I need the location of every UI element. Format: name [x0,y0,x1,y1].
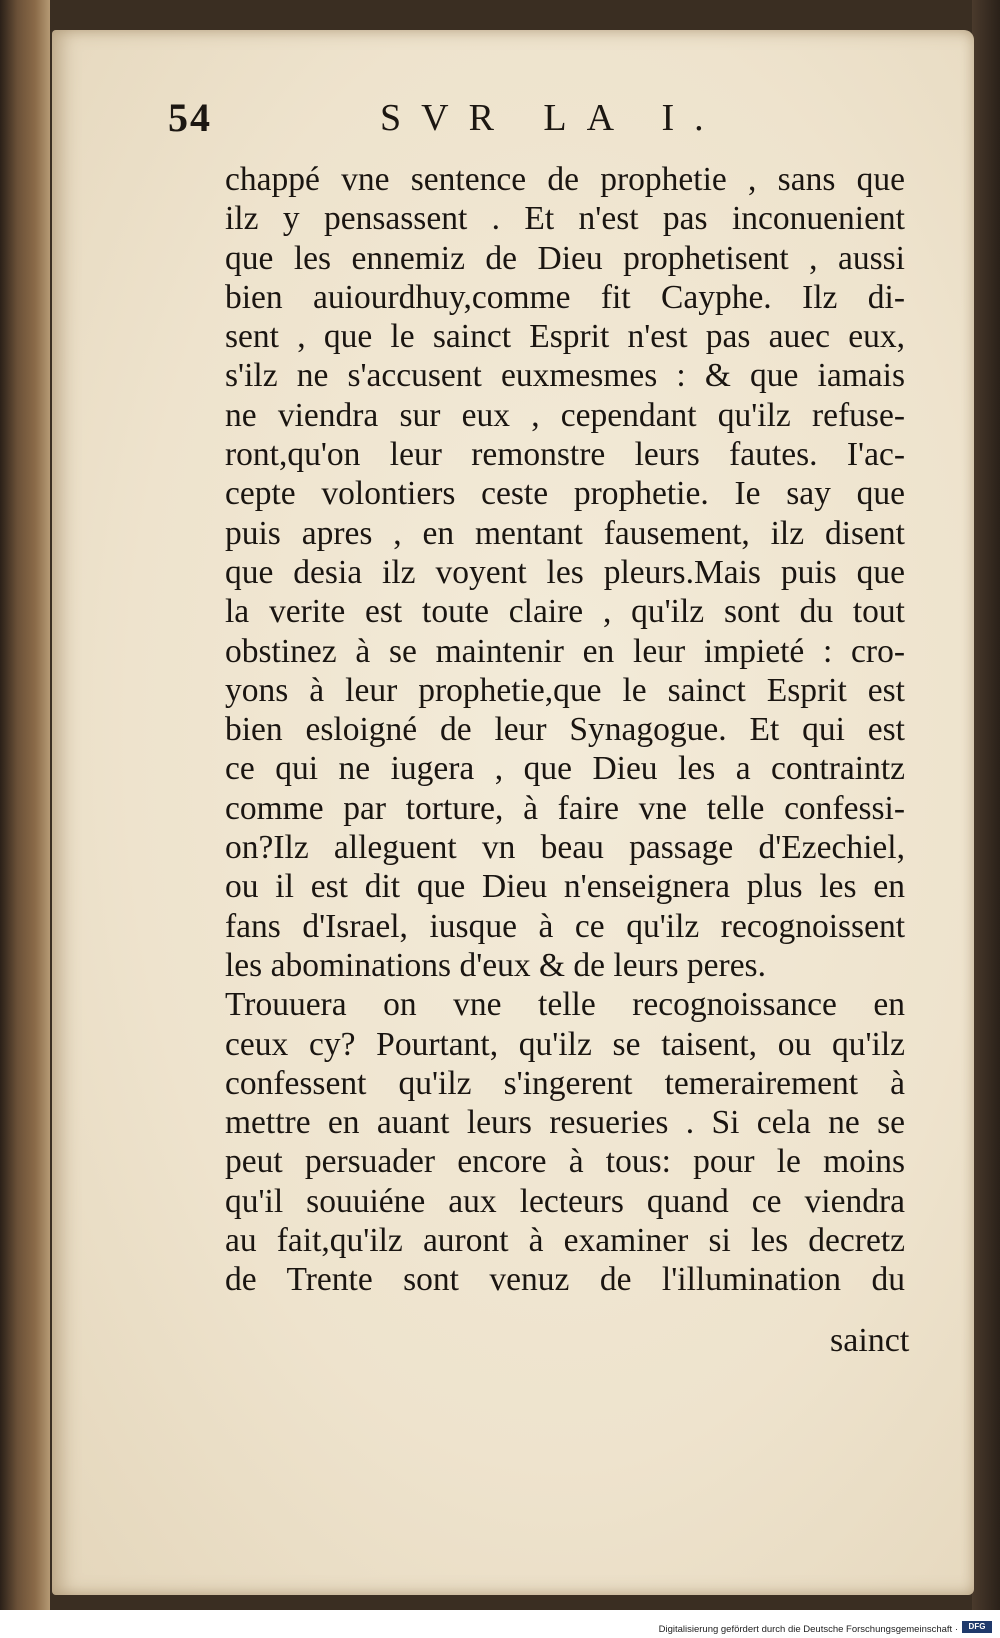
text-line: que les ennemiz de Dieu prophetisent , aussi [225,239,905,277]
text-line: chappé vne sentence de prophetie , sans que [225,161,905,198]
text-line: peut persuader encore à tous: pour le moins [225,1143,905,1181]
text-line: ront,qu'on leur remonstre leurs fautes. I'ac- [225,436,905,474]
text-line: Trouuera on vne telle recognoissance en [225,986,905,1024]
text-line: ce qui ne iugera , que Dieu les a contraintz [225,750,905,788]
text-line: les abominations d'eux & de leurs peres. [225,946,766,984]
text-line: on?Ilz alleguent vn beau passage d'Ezechiel, [225,829,905,867]
text-line: la verite est toute claire , qu'ilz sont du tout [225,593,905,631]
text-line: puis apres , en mentant fausement, ilz disent [225,514,905,552]
running-head: SVR LA I. [380,97,724,139]
text-line: au fait,qu'ilz auront à examiner si les decretz [225,1222,905,1260]
text-line: fans d'Israel, iusque à ce qu'ilz recognoissent [225,907,905,945]
text-line: yons à leur prophetie,que le sainct Esprit est [225,671,905,709]
dfg-logo: DFG [962,1621,992,1633]
text-line: cepte volontiers ceste prophetie. Ie say que [225,475,905,513]
text-line: sent , que le sainct Esprit n'est pas auec eux, [225,318,905,356]
text-line: que desia ilz voyent les pleurs.Mais puis que [225,553,905,591]
text-line: confessent qu'ilz s'ingerent temerairement à [225,1064,905,1102]
text-line: ilz y pensassent . Et n'est pas inconuenient [225,200,905,238]
text-line: obstinez à se maintenir en leur impieté : cro- [225,632,905,670]
page-header [168,94,788,154]
book-edge-left [0,0,50,1610]
text-line: de Trente sont venuz de l'illumination du [225,1261,905,1299]
funding-credit: Digitalisierung gefördert durch die Deutsche Forschungsgemeinschaft · [658,1624,958,1635]
digitization-footer [0,1610,1000,1638]
text-line: ceux cy? Pourtant, qu'ilz se taisent, ou qu'ilz [225,1025,905,1063]
text-line: ne viendra sur eux , cependant qu'ilz refuse- [225,396,905,434]
book-edge-right [972,0,1000,1610]
body-text [225,160,905,1300]
text-line: s'ilz ne s'accusent euxmesmes : & que iamais [225,357,905,395]
page-number: 54 [168,95,212,140]
text-line: ou il est dit que Dieu n'enseignera plus les en [225,868,905,906]
catchword: sainct [830,1322,910,1359]
text-line: mettre en auant leurs resueries . Si cela ne se [225,1104,905,1142]
text-line: comme par torture, à faire vne telle confessi- [225,789,905,827]
text-line: qu'il souuiéne aux lecteurs quand ce viendra [225,1182,905,1220]
text-line: bien auiourdhuy,comme fit Cayphe. Ilz di- [225,278,905,316]
text-line: bien esloigné de leur Synagogue. Et qui est [225,711,905,749]
